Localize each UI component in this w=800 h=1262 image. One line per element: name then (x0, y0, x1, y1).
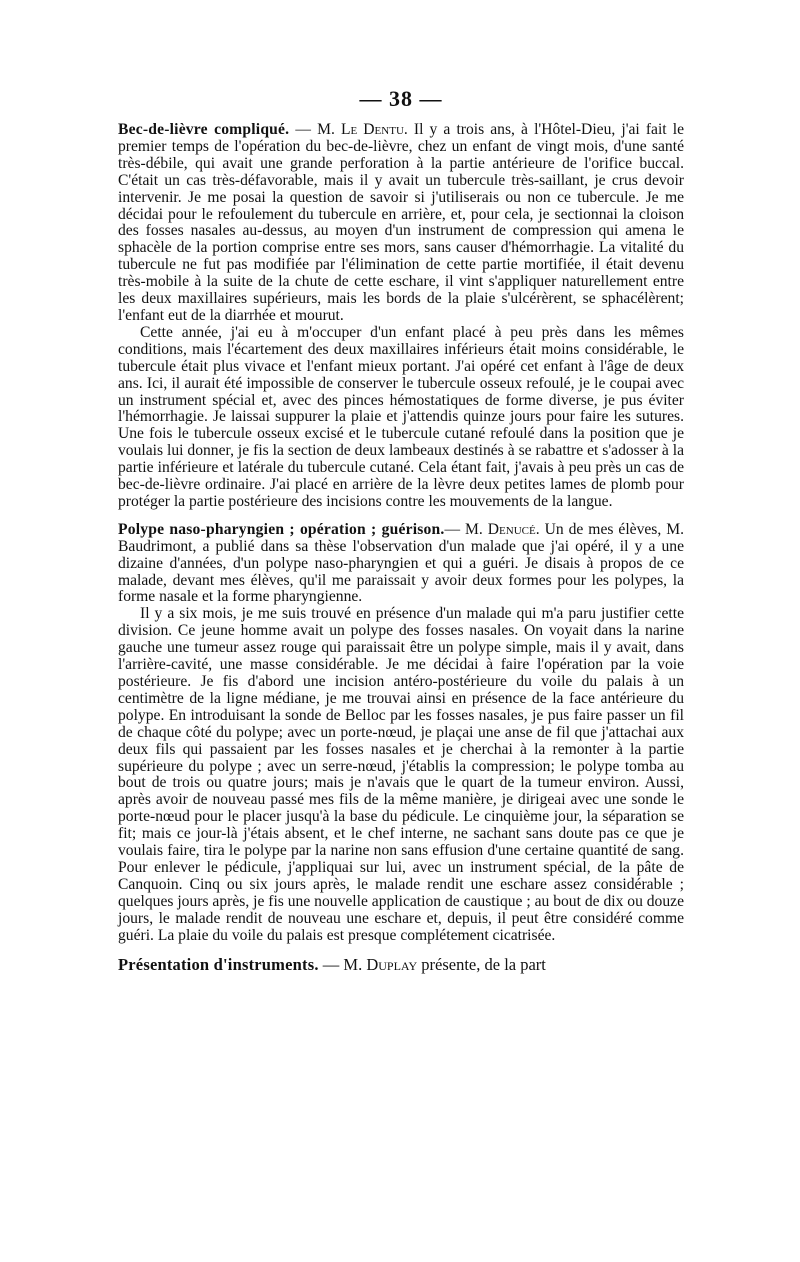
paragraph-text: . Un de mes élèves, M. Baudrimont, a publié dans sa thèse l'observation d'un malade que j'ai opéré, il y a une dizaine d'années, d'un polype naso-pharyngien et qui a guéri. Je disais à propos de ce malade, devant mes élèves, qu'il me paraissait y avoir deux formes pour les polypes, la forme nasale et la forme pharyngienne. (118, 520, 684, 606)
section-title: Polype naso-pharyngien ; opération ; guérison. (118, 520, 445, 538)
paragraph-text: présente, de la part (417, 954, 546, 974)
section-presentation (118, 954, 684, 974)
section-bec-de-lievre (118, 122, 684, 325)
paragraph-text: . Il y a trois ans, à l'Hôtel-Dieu, j'ai fait le premier temps de l'opération du bec-de-lièvre, chez un enfant de vingt mois, d'une santé très-débile, qui avait une grande perforation à la partie antérieure de l'orifice buccal. C'était un cas très-défavorable, mais il y avait un tubercule très-saillant, je crus devoir intervenir. Je me posai la question de savoir si j'utiliserais ou non ce tubercule. Je me décidai pour le refoulement du tubercule en arrière, et, pour cela, je sectionnai la cloison des fosses nasales au-dessus, au moyen d'un instrument de compression qui amena le sphacèle de la portion comprise entre ses mors, sans causer d'hémorrhagie. La vitalité du tubercule ne fut pas modifiée par l'élimination de cette partie mortifiée, il était devenu très-mobile à la suite de la chute de cette eschare, il vint s'appliquer naturellement entre les deux maxillaires supérieurs, mais les bords de la plaie s'ulcérèrent, se sphacélèrent; l'enfant eut de la diarrhée et mourut. (118, 121, 684, 324)
title-dash: — M. (318, 954, 367, 974)
section-title: Présentation d'instruments. (118, 954, 319, 974)
page (118, 86, 684, 973)
paragraph: Cette année, j'ai eu à m'occuper d'un enfant placé à peu près dans les mêmes conditions, mais l'écartement des deux maxillaires inférieurs était moins considérable, le tubercule était plus vivace et l'enfant mieux portant. J'ai opéré cet enfant à l'âge de deux ans. Ici, il aurait été impossible de conserver le tubercule osseux refoulé, je le coupai avec un instrument spécial et, avec des pinces hémostatiques de forme diverse, je pus éviter l'hémorrhagie. Je laissai suppurer la plaie et j'attendis quinze jours pour faire les sutures. Une fois le tubercule osseux excisé et le tubercule cutané refoulé dans la position que je voulais lui donner, je fis la section de deux lambeaux destinés à se rabattre et s'adosser à la partie inférieure et latérale du tubercule cutané. Cela étant fait, j'avais à peu près un cas de bec-de-lièvre ordinaire. J'ai placé en arrière de la lèvre deux petites lames de plomb pour protéger la partie postérieure des incisions contre les mouvements de la langue. (118, 323, 684, 510)
author-name: Denucé (487, 520, 536, 538)
author-name: Le Dentu (340, 121, 404, 138)
page-number: — 38 — (359, 86, 443, 111)
author-name: Duplay (366, 954, 418, 974)
title-dash: — M. (289, 121, 341, 138)
paragraph: Il y a six mois, je me suis trouvé en présence d'un malade qui m'a paru justifier cette division. Ce jeune homme avait un polype des fosses nasales. On voyait dans la narine gauche une tumeur assez rouge qui paraissait être un polype simple, mais il y avait, dans l'arrière-cavité, une masse considérable. Je me décidai à faire l'opération par la voie postérieure. Je fis d'abord une incision antéro-postérieure du voile du palais à un centimètre de la ligne médiane, je me trouvai ainsi en présence de la face antérieure du polype. En introduisant la sonde de Belloc par les fosses nasales, je pus faire passer un fil de chaque côté du polype; avec un porte-nœud, je plaçai une anse de fil que j'attachai aux deux fils qui passaient par les fosses nasales et je cherchai à la remonter à la partie supérieure du polype ; avec un serre-nœud, j'établis la compression; le polype tomba au bout de trois ou quatre jours; mais je n'avais que le quart de la tumeur environ. Aussi, après avoir de nouveau passé mes fils de la même manière, je dirigeai avec une sonde le porte-nœud pour le placer jusqu'à la base du pédicule. Le cinquième jour, la séparation se fit; mais ce jour-là j'étais absent, et le chef interne, ne sachant sans doute pas ce que je voulais faire, tira le polype par la narine non sans effusion d'une certaine quantité de sang. Pour enlever le pédicule, j'appliquai sur lui, avec un instrument spécial, de la pâte de Canquoin. Cinq ou six jours après, le malade rendit une eschare assez considérable ; quelques jours après, je fis une nouvelle application de caustique ; au bout de dix ou douze jours, le malade rendit de nouveau une eschare et, depuis, il peut être considéré comme guéri. La plaie du voile du palais est presque complétement cicatrisée. (118, 605, 684, 944)
section-polype (118, 522, 684, 607)
section-title: Bec-de-lièvre compliqué. (118, 121, 290, 138)
title-dash: — M. (444, 520, 488, 538)
